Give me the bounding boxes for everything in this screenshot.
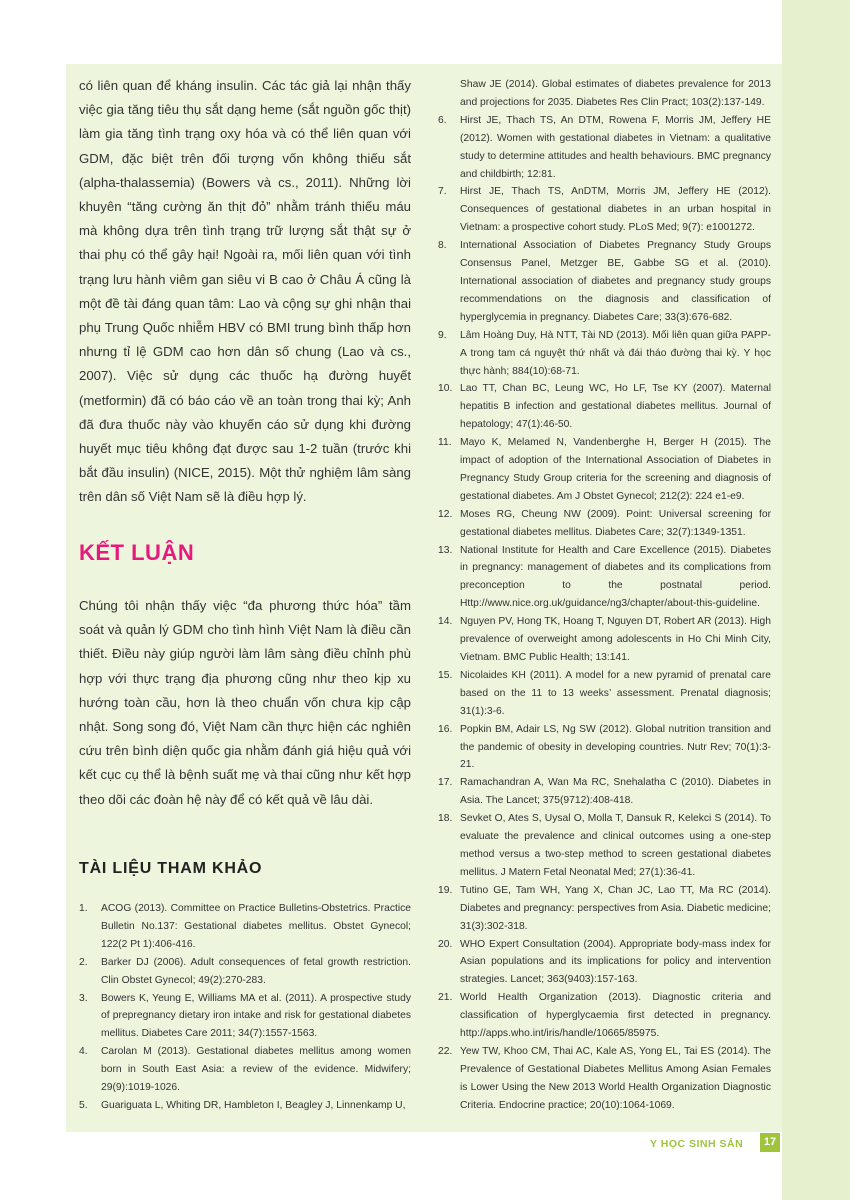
reference-number: 3. <box>79 992 88 1004</box>
reference-item <box>79 900 411 954</box>
journal-name: Y HỌC SINH SẢN <box>650 1138 744 1150</box>
reference-number: 22. <box>438 1045 453 1057</box>
page-number: 17 <box>760 1133 780 1152</box>
reference-text: Yew TW, Khoo CM, Thai AC, Kale AS, Yong EL, Tai ES (2014). The Prevalence of Gestational Diabetes Mellitus Among Asian Females is Lower Using the New 2013 World Health Organization Diagnostic Criteria. Endocrine practice; 20(10):1064-1069. <box>460 1045 771 1111</box>
reference-text: Carolan M (2013). Gestational diabetes mellitus among women born in South East Asia: a review of the evidence. Midwifery; 29(9):1019-1026. <box>101 1046 411 1094</box>
reference-item <box>438 237 771 327</box>
conclusion-heading: KẾT LUẬN <box>79 540 195 565</box>
reference-text: Hirst JE, Thach TS, AnDTM, Morris JM, Jeffery HE (2012). Consequences of gestational diabetes in an urban hospital in Vietnam: a prospective cohort study. PLoS Med; 9(7): e1001272. <box>460 186 771 234</box>
reference-number: 2. <box>79 956 88 968</box>
reference-text: World Health Organization (2013). Diagnostic criteria and classification of hyperglycaemia first detected in pregnancy. http://apps.who.int/iris/handle/10665/85975. <box>460 992 771 1040</box>
reference-item <box>438 810 771 882</box>
body-paragraph-2: Chúng tôi nhận thấy việc “đa phương thức hóa” tầm soát và quản lý GDM cho tình hình Việt Nam là điều cần thiết. Điều này giúp người làm lâm sàng điều chỉnh phù hợp với thực trạng địa phương cũng như theo kịp xu hướng toàn cầu, hơn là theo chuẩn vốn chưa kịp cập nhật. Song song đó, Việt Nam cần thực hiện các nghiên cứu trên bình diện quốc gia nhằm đánh giá hiệu quả với kết cục cụ thể là bệnh suất mẹ và thai cũng như kết hợp theo dõi các đoàn hệ này để có kết quả về lâu dài. <box>79 598 411 807</box>
reference-text: International Association of Diabetes Pregnancy Study Groups Consensus Panel, Metzger BE, Gabbe SG et al. (2010). International association of diabetes and pregnancy study groups recommendations on the diagnosis and classification of hyperglycemia in pregnancy. Diabetes Care; 33(3):676-682. <box>460 240 771 323</box>
reference-number: 12. <box>438 508 453 520</box>
reference-item <box>438 380 771 434</box>
reference-text: Hirst JE, Thach TS, An DTM, Rowena F, Morris JM, Jeffery HE (2012). Women with gestational diabetes in Vietnam: a qualitative study to determine attitudes and health behaviours. BMC pregnancy and childbirth; 12:81. <box>460 114 771 180</box>
reference-text: Tutino GE, Tam WH, Yang X, Chan JC, Lao TT, Ma RC (2014). Diabetes and pregnancy: perspectives from Asia. Diabetic medicine; 31(3):302-318. <box>460 884 771 932</box>
reference-text: Guariguata L, Whiting DR, Hambleton I, Beagley J, Linnenkamp U, <box>101 1099 406 1111</box>
reference-item <box>79 1043 411 1097</box>
reference-number: 10. <box>438 383 453 395</box>
reference-number: 18. <box>438 813 453 825</box>
reference-list-left <box>79 900 411 1115</box>
reference-number: 14. <box>438 616 453 628</box>
reference-item <box>438 542 771 614</box>
reference-text: Nguyen PV, Hong TK, Hoang T, Nguyen DT, Robert AR (2013). High prevalence of overweight among adolescents in Ho Chi Minh City, Vietnam. BMC Public Health; 13:141. <box>460 616 771 663</box>
reference-item <box>79 1097 411 1115</box>
reference-item <box>438 327 771 381</box>
references-heading: TÀI LIỆU THAM KHẢO <box>79 860 263 877</box>
reference-text: Moses RG, Cheung NW (2009). Point: Universal screening for gestational diabetes mellitus. Diabetes Care; 32(7):1349-1351. <box>460 508 771 538</box>
reference-number: 20. <box>438 938 453 950</box>
reference-number: 19. <box>438 884 453 896</box>
reference-item <box>79 954 411 990</box>
reference-number: 16. <box>438 723 453 735</box>
reference-item <box>438 1043 771 1115</box>
reference-item <box>438 721 771 775</box>
reference-text: Lao TT, Chan BC, Leung WC, Ho LF, Tse KY (2007). Maternal hepatitis B infection and gestational diabetes mellitus. Journal of hepatology; 47(1):46-50. <box>460 383 771 431</box>
reference-number: 8. <box>438 240 447 252</box>
reference-text: Lâm Hoàng Duy, Hà NTT, Tài ND (2013). Mối liên quan giữa PAPP-A trong tam cá nguyệt thứ nhất và đái tháo đường thai kỳ. Y học thực hành; 884(10):68-71. <box>460 329 771 377</box>
reference-number: 1. <box>79 903 88 914</box>
reference-item <box>438 112 771 184</box>
left-column <box>79 74 411 510</box>
reference-text: Barker DJ (2006). Adult consequences of fetal growth restriction. Clin Obstet Gynecol; 49(2):270-283. <box>101 956 411 986</box>
reference-number: 11. <box>438 437 452 449</box>
reference-text: Ramachandran A, Wan Ma RC, Snehalatha C (2010). Diabetes in Asia. The Lancet; 375(9712):408-418. <box>460 777 771 807</box>
reference-text: Popkin BM, Adair LS, Ng SW (2012). Global nutrition transition and the pandemic of obesity in developing countries. Nutr Rev; 70(1):3-21. <box>460 723 771 771</box>
reference-item <box>438 434 771 506</box>
reference-text: WHO Expert Consultation (2004). Appropriate body-mass index for Asian populations and its implications for policy and intervention strategies. Lancet; 363(9403):157-163. <box>460 938 771 986</box>
reference-number: 9. <box>438 329 447 341</box>
reference-5-continuation: Shaw JE (2014). Global estimates of diabetes prevalence for 2013 and projections for 2035. Diabetes Res Clin Pract; 103(2):137-149. <box>460 79 771 108</box>
reference-text: Sevket O, Ates S, Uysal O, Molla T, Dansuk R, Kelekci S (2014). To evaluate the prevalence and clinical outcomes using a one-step method versus a two-step method to screen gestational diabetes mellitus. J Matern Fetal Neonatal Med; 27(1):36-41. <box>460 813 771 878</box>
reference-item <box>438 183 771 237</box>
reference-number: 4. <box>79 1046 88 1058</box>
reference-number: 13. <box>438 544 453 556</box>
reference-text: Mayo K, Melamed N, Vandenberghe H, Berger H (2015). The impact of adoption of the International Association of Diabetes in Pregnancy Study Group criteria for the screening and diagnosis of gestational diabetes. Am J Obstet Gynecol; 212(2): 224 e1-e9. <box>460 437 771 502</box>
reference-item <box>438 989 771 1043</box>
reference-number: 6. <box>438 114 447 126</box>
reference-number: 15. <box>438 669 453 681</box>
right-column <box>438 76 771 1115</box>
reference-item <box>438 667 771 721</box>
right-decorative-strip <box>782 0 850 1200</box>
reference-text: Nicolaides KH (2011). A model for a new pyramid of prenatal care based on the 11 to 13 weeks’ assessment. Prenatal diagnosis; 31(1):3-6. <box>460 669 771 717</box>
reference-text: ACOG (2013). Committee on Practice Bulletins-Obstetrics. Practice Bulletin No.137: Gestational diabetes mellitus. Obstet Gynecol; 122(2 Pt 1):406-416. <box>101 903 411 950</box>
reference-number: 7. <box>438 186 447 198</box>
reference-number: 17. <box>438 777 453 789</box>
reference-number: 21. <box>438 992 453 1004</box>
reference-number: 5. <box>79 1099 88 1111</box>
reference-item <box>438 506 771 542</box>
conclusion-section <box>79 594 411 812</box>
reference-text: National Institute for Health and Care Excellence (2015). Diabetes in pregnancy: management of diabetes and its complications from preconception to the postnatal period. Http://www.nice.org.uk/guidance/ng3/chapter/about-this-guideline. <box>460 544 771 610</box>
reference-item <box>79 990 411 1044</box>
reference-item <box>438 613 771 667</box>
reference-item <box>438 936 771 990</box>
reference-text: Bowers K, Yeung E, Williams MA et al. (2011). A prospective study of prepregnancy dietary iron intake and risk for gestational diabetes mellitus. Diabetes Care 2011; 34(7):1557-1563. <box>101 992 411 1040</box>
reference-item <box>438 882 771 936</box>
body-paragraph-1: có liên quan để kháng insulin. Các tác giả lại nhận thấy việc gia tăng tiêu thụ sắt dạng heme (sắt nguồn gốc thịt) làm gia tăng tình trạng oxy hóa và có thể liên quan với GDM, đặc biệt trên đối tượng vốn không thiếu sắt (alpha-thalassemia) (Bowers và cs., 2011). Những lời khuyên “tăng cường ăn thịt đỏ” nhằm tránh thiếu máu mà không dựa trên tình trạng trữ lượng sắt thật sự ở thai phụ có thể gây hại! Ngoài ra, mối liên quan với tình trạng lưu hành viêm gan siêu vi B cao ở Châu Á cũng là một đề tài đáng quan tâm: Lao và cộng sự ghi nhận thai phụ Trung Quốc nhiễm HBV có BMI trung bình thấp hơn nhưng tỉ lệ GDM cao hơn dân số chung (Lao và cs., 2007). Việc sử dụng các thuốc hạ đường huyết (metformin) đã có báo cáo về an toàn trong thai kỳ; Anh đã đưa thuốc này vào khuyến cáo sử dụng khi đường huyết mục tiêu không đạt được sau 1-2 tuần (trước khi bắt đầu insulin) (NICE, 2015). Một thử nghiệm lâm sàng trên dân số Việt Nam sẽ là điều hợp lý. <box>79 78 411 505</box>
top-margin <box>0 0 850 64</box>
reference-list-right <box>438 112 771 1115</box>
reference-item <box>438 774 771 810</box>
